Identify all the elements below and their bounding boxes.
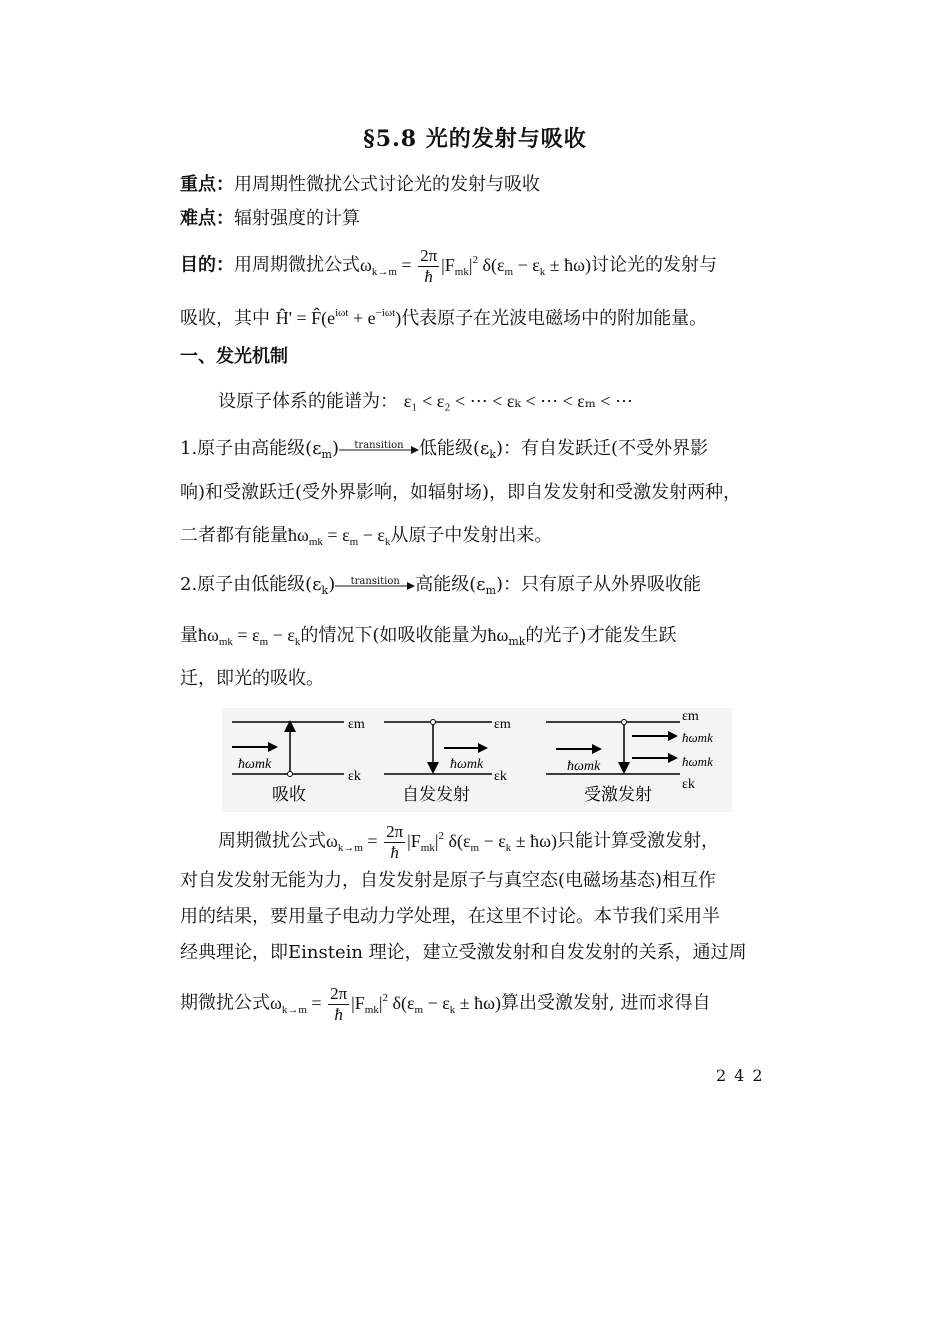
para2-line1 xyxy=(218,822,798,863)
eps-m: = ε xyxy=(322,525,350,545)
para2-line4: 经典理论，即Einstein 理论，建立受激发射和自发发射的关系，通过周 xyxy=(180,942,747,963)
item2-sub2: m xyxy=(485,584,497,597)
eps-k: − ε xyxy=(358,525,385,545)
photon-label: ħωmk xyxy=(238,757,272,772)
spectrum-formula: ε₁ < ε₂ < ⋯ < εₖ < ⋯ < εₘ < ⋯ xyxy=(403,391,634,411)
item2-l2-post: 的光子)才能发生跃 xyxy=(525,625,677,646)
formula-omega: ω xyxy=(326,830,338,851)
photon-out-label: ħωmk xyxy=(682,754,713,769)
item2-line2 xyxy=(180,622,760,655)
panel-caption: 吸收 xyxy=(272,785,306,804)
formula-perturbation xyxy=(326,822,558,862)
eps-k-sub: k xyxy=(384,536,391,548)
atom-dot xyxy=(622,720,627,725)
formula-matrix-sub: mk xyxy=(364,1003,379,1016)
formula-delta-end: ± ħω) xyxy=(511,830,558,851)
difficulty-label: 难点： xyxy=(180,208,234,229)
section-title: §5.8 光的发射与吸收 xyxy=(363,126,587,152)
formula-delta-mid: − ε xyxy=(479,830,506,851)
purpose-line xyxy=(180,246,760,287)
difficulty-text: 辐射强度的计算 xyxy=(234,208,360,229)
spectrum-text: 设原子体系的能谱为： xyxy=(218,391,398,412)
difficulty-line xyxy=(180,206,760,232)
photon-label: ħωmk xyxy=(450,757,484,772)
hamiltonian-main: Ĥ' = F̂(e xyxy=(275,308,336,328)
key-point-text: 用周期性微扰公式讨论光的发射与吸收 xyxy=(234,174,540,195)
item1-line1 xyxy=(180,436,760,468)
transition-arrow xyxy=(339,439,419,459)
level-bottom-label: εk xyxy=(348,769,361,784)
formula-delta-mid: − ε xyxy=(513,254,540,275)
fraction-numerator: 2π xyxy=(330,984,348,1003)
formula-bar: | xyxy=(434,830,439,851)
level-bottom-label: εk xyxy=(494,769,507,784)
section1-title: 一、发光机制 xyxy=(180,346,288,367)
para2-l1-post: 只能计算受激发射， xyxy=(557,830,720,852)
fraction-denominator: ħ xyxy=(424,267,433,286)
hbar-omega: ħω xyxy=(198,625,219,645)
item1-post-pre: 低能级(ε xyxy=(419,438,490,459)
arrow-right-icon xyxy=(335,581,415,591)
item1-l3-pre: 二者都有能量 xyxy=(180,525,288,546)
hamiltonian-end: ) xyxy=(395,308,402,328)
item2-l2-mid: 的情况下(如吸收能量为 xyxy=(300,625,488,646)
formula-sup: 2 xyxy=(472,253,478,266)
arrow-right-icon xyxy=(339,445,419,455)
formula-delta-sub-m: m xyxy=(504,265,514,278)
eps-m-sub: m xyxy=(349,536,359,548)
formula-matrix: |F xyxy=(351,992,365,1013)
formula-bar: | xyxy=(468,254,473,275)
item2-post-pre: 高能级(ε xyxy=(415,574,486,595)
item2-line1 xyxy=(180,572,760,604)
hbar-omega-2: ħω xyxy=(487,625,509,645)
item1-post: )：有自发跃迁(不受外界影 xyxy=(496,438,709,459)
formula-delta: δ(ε xyxy=(477,254,505,275)
item2-line3: 迁，即光的吸收。 xyxy=(180,668,324,689)
formula-sup: 2 xyxy=(382,991,388,1004)
para2-l1-pre: 周期微扰公式 xyxy=(218,830,326,852)
level-bottom-label: εk xyxy=(682,777,695,792)
formula-fraction xyxy=(418,246,439,287)
hamiltonian-mid: + e xyxy=(348,308,376,328)
formula-omega-sub: k→m xyxy=(337,841,363,854)
hbar-omega-sub: mk xyxy=(308,536,323,548)
formula-omega-sub: k→m xyxy=(281,1003,307,1016)
item2-l2-pre: 量 xyxy=(180,625,198,646)
formula-matrix-sub: mk xyxy=(454,265,469,278)
page-number: 242 xyxy=(716,1066,771,1085)
formula-delta-end: ± ħω) xyxy=(545,254,592,275)
key-point-line xyxy=(180,172,760,198)
formula-omega: ω xyxy=(270,992,282,1013)
formula-sup: 2 xyxy=(438,829,444,842)
eps-k: − ε xyxy=(268,625,295,645)
formula-matrix: |F xyxy=(441,254,455,275)
panel-caption: 受激发射 xyxy=(584,785,652,804)
level-top-label: εm xyxy=(348,717,365,732)
energy-formula xyxy=(198,625,301,648)
eps-m-sub: m xyxy=(259,636,269,648)
formula-delta-sub-m: m xyxy=(470,841,480,854)
item1-line3 xyxy=(180,522,760,555)
item1-pre: 1.原子由高能级(ε xyxy=(180,438,322,459)
formula-omega: ω xyxy=(360,254,372,275)
hbar-omega: ħω xyxy=(288,525,309,545)
fraction-denominator: ħ xyxy=(390,843,399,862)
transition-arrow xyxy=(335,575,415,595)
purpose-pre: 用周期微扰公式 xyxy=(234,254,360,276)
purpose-label: 目的： xyxy=(180,254,234,276)
formula-fraction xyxy=(328,984,349,1025)
formula-matrix-sub: mk xyxy=(420,841,435,854)
item1-line2: 响)和受激跃迁(受外界影响，如辐射场)，即自发发射和受激发射两种， xyxy=(180,482,742,503)
transition-label: transition xyxy=(354,440,404,451)
fraction-numerator: 2π xyxy=(386,822,404,841)
fraction-denominator: ħ xyxy=(334,1005,343,1024)
item2-mid: ) xyxy=(328,574,336,595)
hbar-omega-sub: mk xyxy=(218,636,233,648)
para2-line5 xyxy=(180,984,760,1025)
energy-level-figure xyxy=(222,708,732,812)
panel-caption: 自发发射 xyxy=(402,785,470,804)
formula-eq: = xyxy=(396,254,417,275)
purpose-formula xyxy=(360,246,592,286)
purpose-line-2 xyxy=(180,300,760,332)
photon-label: ħωmk xyxy=(567,759,601,774)
item2-sub1: k xyxy=(321,584,329,597)
item1-sub2: k xyxy=(489,448,497,461)
para2-line2: 对自发发射无能为力，自发发射是原子与真空态(电磁场基态)相互作 xyxy=(180,870,717,891)
spectrum-line xyxy=(218,388,798,415)
formula-delta-sub-m: m xyxy=(414,1003,424,1016)
energy-formula xyxy=(288,525,391,548)
formula-omega-sub: k→m xyxy=(371,265,397,278)
item1-sub1: m xyxy=(321,448,332,461)
formula-delta-sub-k: k xyxy=(449,1003,456,1016)
formula-delta-sub-k: k xyxy=(539,265,546,278)
formula-fraction xyxy=(384,822,405,863)
purpose2-pre: 吸收，其中 xyxy=(180,308,276,329)
eps-k-sub: k xyxy=(294,636,301,648)
formula-delta: δ(ε xyxy=(387,992,415,1013)
formula-delta-sub-k: k xyxy=(505,841,512,854)
purpose-post: 讨论光的发射与 xyxy=(591,254,718,276)
photon-out-label: ħωmk xyxy=(682,730,713,745)
atom-dot xyxy=(431,720,436,725)
hamiltonian-sup1: iωt xyxy=(335,307,349,319)
formula-bar: | xyxy=(378,992,383,1013)
formula-perturbation xyxy=(270,984,502,1024)
hamiltonian-sup2: −iωt xyxy=(375,307,396,319)
hbar-omega-2-sub: mk xyxy=(508,635,526,648)
formula-eq: = xyxy=(362,830,383,851)
purpose2-post: 代表原子在光波电磁场中的附加能量。 xyxy=(401,308,708,329)
transition-label: transition xyxy=(350,576,400,587)
para2-l5-post: 算出受激发射, 进而求得自 xyxy=(501,992,711,1014)
atom-dot xyxy=(288,772,293,777)
item2-pre: 2.原子由低能级(ε xyxy=(180,574,322,595)
item2-post: )：只有原子从外界吸收能 xyxy=(496,574,702,595)
formula-delta: δ(ε xyxy=(443,830,471,851)
hamiltonian-formula xyxy=(276,308,401,328)
para2-line3: 用的结果，要用量子电动力学处理，在这里不讨论。本节我们采用半 xyxy=(180,906,720,927)
para2-l5-pre: 期微扰公式 xyxy=(180,992,270,1014)
fraction-numerator: 2π xyxy=(420,246,438,265)
level-top-label: εm xyxy=(682,709,699,724)
key-point-label: 重点： xyxy=(180,174,234,195)
item1-mid: ) xyxy=(331,438,339,459)
formula-delta-end: ± ħω) xyxy=(455,992,502,1013)
formula-delta-mid: − ε xyxy=(423,992,450,1013)
eps-m: = ε xyxy=(232,625,260,645)
formula-eq: = xyxy=(306,992,327,1013)
item1-l3-post: 从原子中发射出来。 xyxy=(390,525,553,546)
formula-matrix: |F xyxy=(407,830,421,851)
level-top-label: εm xyxy=(494,717,511,732)
